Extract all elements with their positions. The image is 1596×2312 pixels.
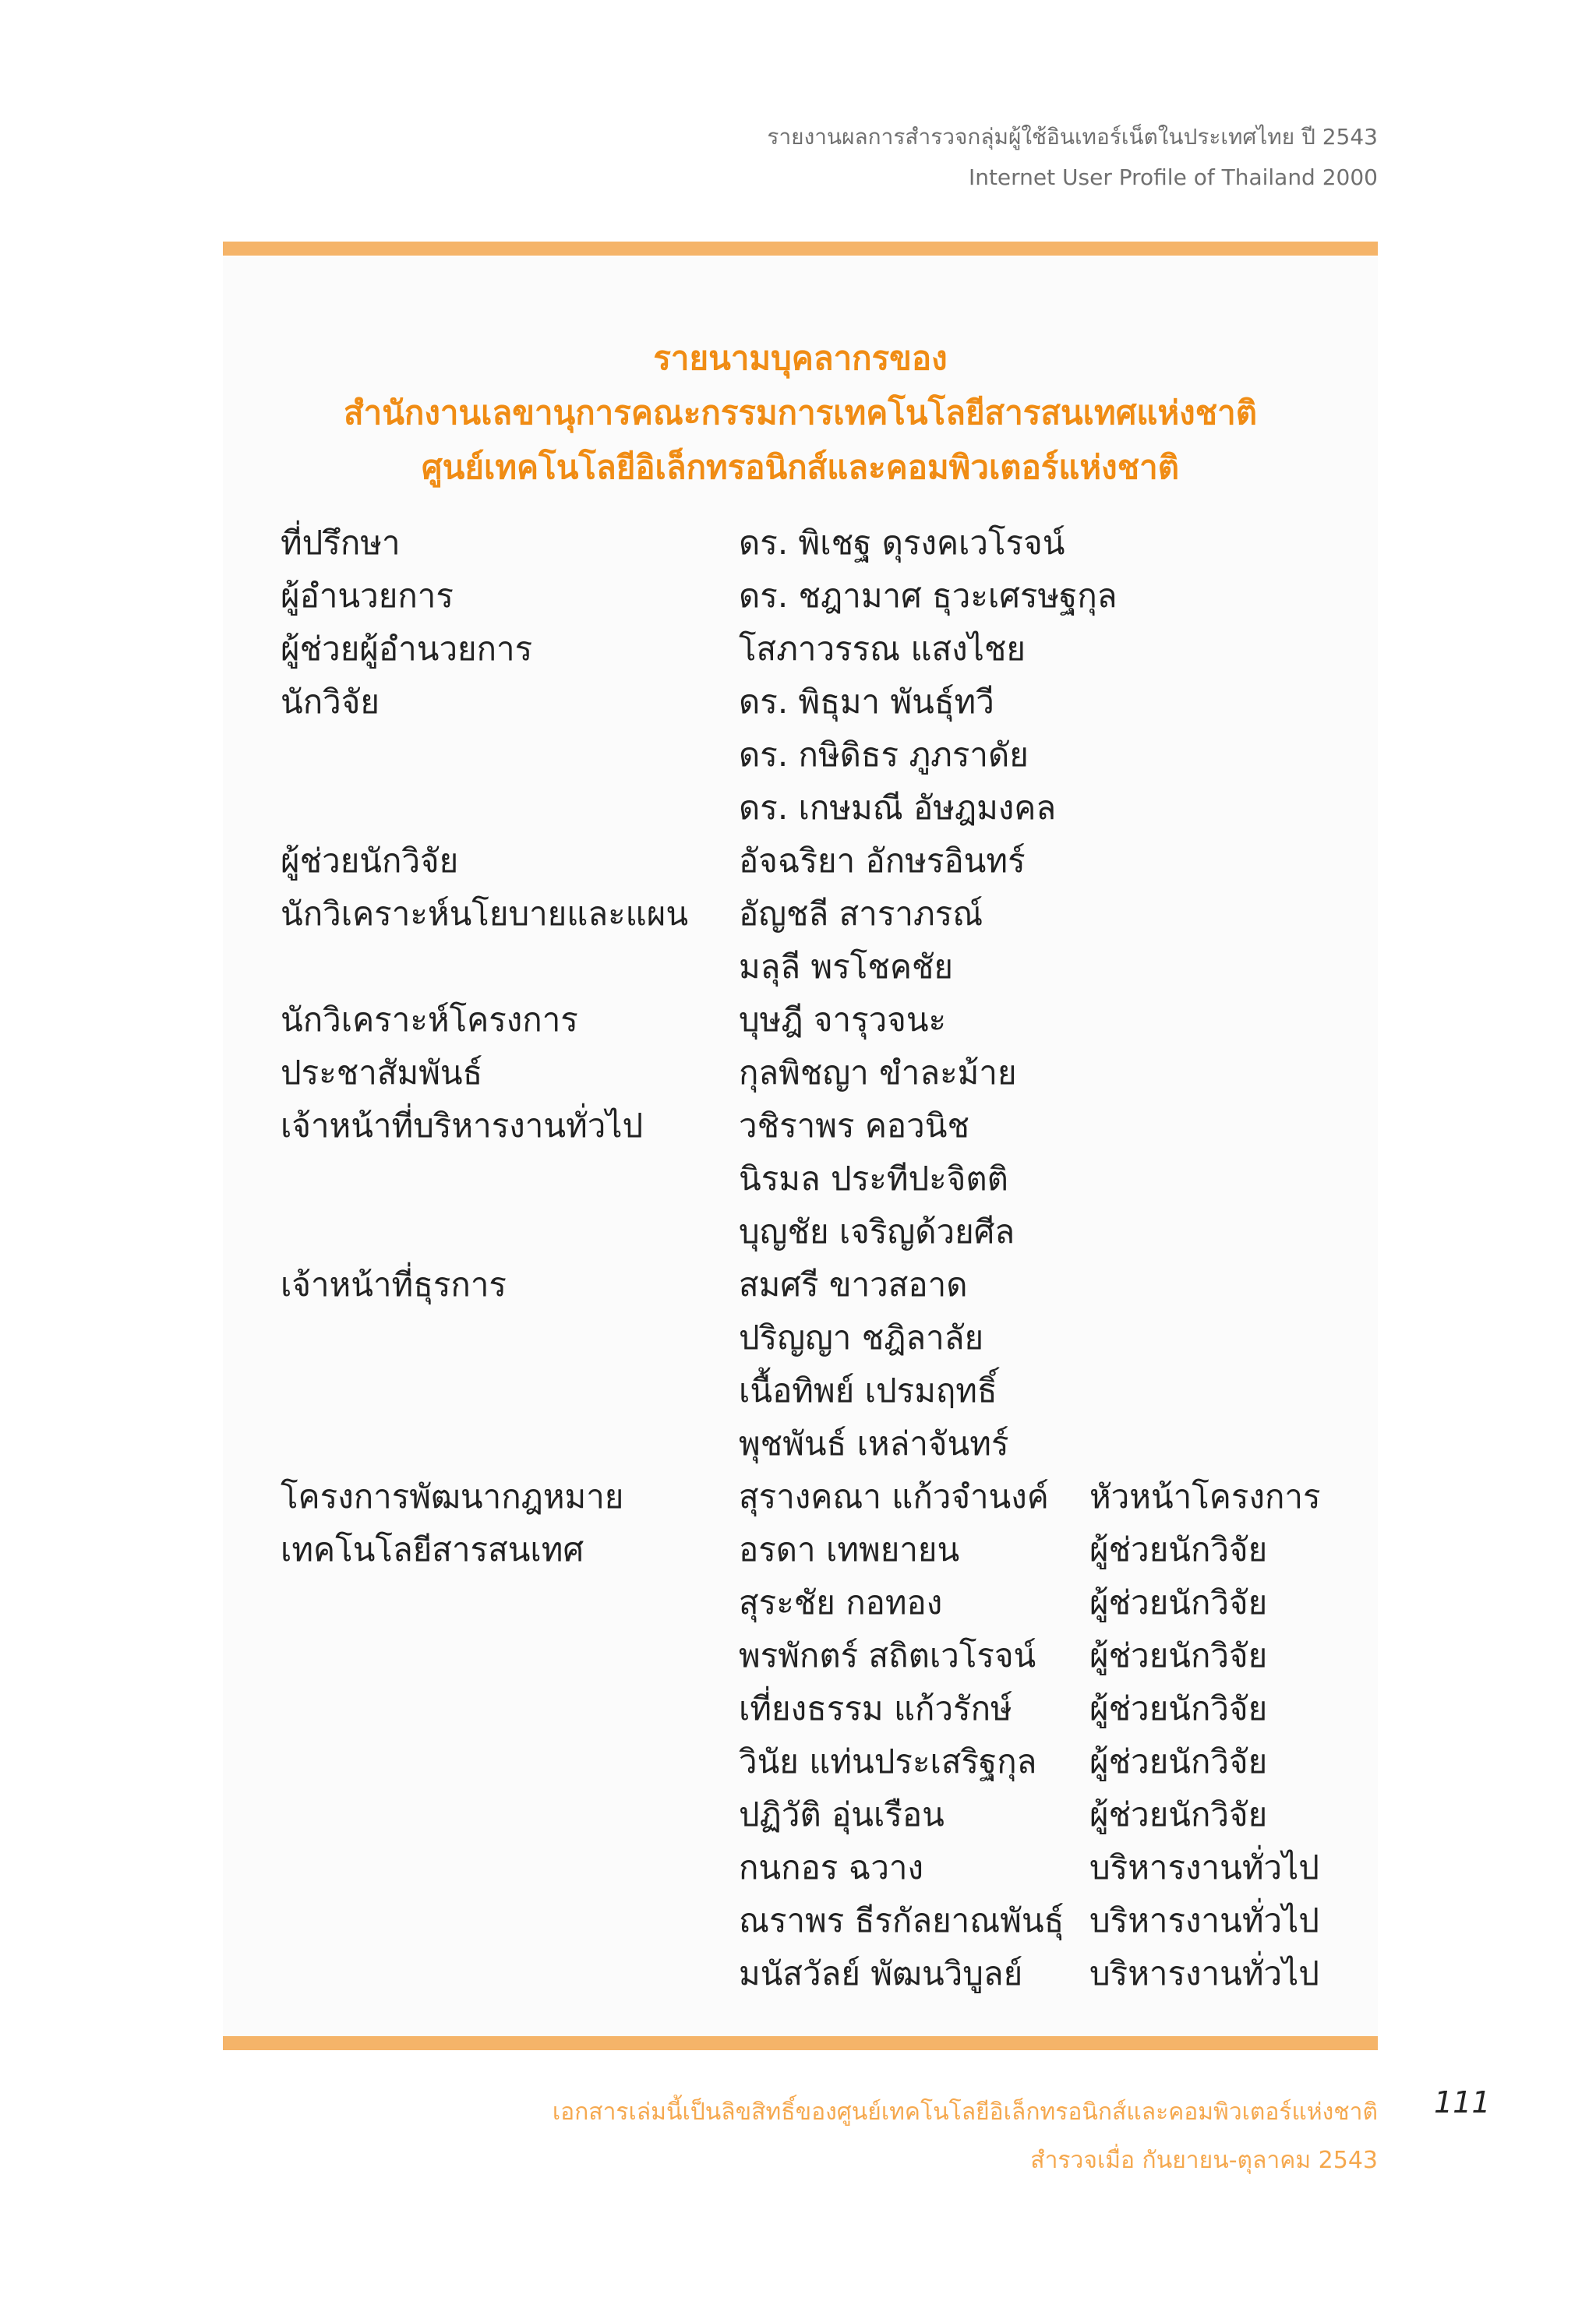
roster-role: ผู้ช่วยนักวิจัย xyxy=(1089,1636,1268,1675)
roster-role xyxy=(1089,994,1323,1047)
roster-name: อรดา เทพยายน xyxy=(739,1530,960,1569)
roster-position xyxy=(281,1417,739,1470)
roster-name: สมศรี ขาวสอาด xyxy=(739,1265,968,1304)
roster-position xyxy=(281,782,739,835)
roster-name: กนกอร ฉวาง xyxy=(739,1848,923,1887)
staff-roster xyxy=(281,517,1356,2000)
title-line-2: สำนักงานเลขานุการคณะกรรมการเทคโนโลยีสารสนเทศแห่งชาติ xyxy=(343,394,1258,432)
roster-position xyxy=(281,1576,739,1629)
roster-role xyxy=(1089,517,1323,570)
roster-role: ผู้ช่วยนักวิจัย xyxy=(1089,1742,1268,1781)
roster-name: นิรมล ประทีปะจิตติ xyxy=(739,1160,1008,1198)
roster-position: เทคโนโลยีสารสนเทศ xyxy=(281,1530,584,1569)
roster-position: เจ้าหน้าที่ธุรการ xyxy=(281,1265,507,1304)
roster-row xyxy=(281,1629,1356,1682)
roster-row xyxy=(281,1100,1356,1152)
roster-role xyxy=(1089,623,1323,676)
roster-row xyxy=(281,888,1356,941)
roster-role xyxy=(1089,782,1323,835)
roster-row xyxy=(281,1152,1356,1205)
roster-name: สุรางคณา แก้วจำนงค์ xyxy=(739,1477,1049,1516)
roster-name: อัจฉริยา อักษรอินทร์ xyxy=(739,842,1026,880)
roster-position: ผู้ช่วยผู้อำนวยการ xyxy=(281,630,533,668)
roster-position: นักวิจัย xyxy=(281,683,380,721)
roster-role xyxy=(1089,1047,1323,1100)
roster-row xyxy=(281,1205,1356,1258)
roster-position xyxy=(281,1364,739,1417)
roster-role xyxy=(1089,1152,1323,1205)
roster-role xyxy=(1089,835,1323,888)
roster-name: ดร. กษิดิธร ภูภราดัย xyxy=(739,736,1029,774)
roster-role: บริหารงานทั่วไป xyxy=(1089,1901,1319,1940)
roster-name: พรพักตร์ สถิตเวโรจน์ xyxy=(739,1636,1036,1675)
roster-row xyxy=(281,1788,1356,1841)
roster-position xyxy=(281,1735,739,1788)
roster-role xyxy=(1089,1417,1323,1470)
roster-position: นักวิเคราะห์นโยบายและแผน xyxy=(281,895,689,933)
roster-position xyxy=(281,941,739,994)
roster-row xyxy=(281,994,1356,1047)
page-title xyxy=(223,331,1378,495)
top-divider-bar xyxy=(223,242,1378,256)
roster-name: เที่ยงธรรม แก้วรักษ์ xyxy=(739,1689,1012,1728)
header-title-english: Internet User Profile of Thailand 2000 xyxy=(968,164,1378,190)
roster-row xyxy=(281,1576,1356,1629)
roster-position xyxy=(281,1629,739,1682)
roster-role: ผู้ช่วยนักวิจัย xyxy=(1089,1795,1268,1834)
roster-role xyxy=(1089,888,1323,941)
roster-name: ปฏิวัติ อุ่นเรือน xyxy=(739,1795,945,1834)
roster-name: เนื้อทิพย์ เปรมฤทธิ์ xyxy=(739,1371,998,1410)
roster-row xyxy=(281,1947,1356,2000)
roster-role xyxy=(1089,1311,1323,1364)
roster-name: พุชพันธ์ เหล่าจันทร์ xyxy=(739,1424,1009,1463)
roster-position xyxy=(281,1682,739,1735)
roster-row xyxy=(281,1735,1356,1788)
title-line-3: ศูนย์เทคโนโลยีอิเล็กทรอนิกส์และคอมพิวเตอร์แห่งชาติ xyxy=(422,448,1179,486)
roster-role xyxy=(1089,570,1323,623)
roster-role: หัวหน้าโครงการ xyxy=(1089,1477,1321,1516)
roster-name: ณราพร ธีรกัลยาณพันธุ์ xyxy=(739,1901,1065,1940)
bottom-divider-bar xyxy=(223,2036,1378,2050)
roster-name: วชิราพร คอวนิช xyxy=(739,1107,969,1145)
roster-row xyxy=(281,729,1356,782)
roster-row xyxy=(281,570,1356,623)
roster-name: บุญชัย เจริญด้วยศีล xyxy=(739,1212,1015,1251)
roster-position: ผู้อำนวยการ xyxy=(281,577,454,615)
page-footer xyxy=(553,2088,1378,2185)
roster-row xyxy=(281,623,1356,676)
roster-name: ปริญญา ชฎิลาลัย xyxy=(739,1318,984,1357)
roster-position: ประชาสัมพันธ์ xyxy=(281,1054,483,1092)
roster-name: บุษฎี จารุวจนะ xyxy=(739,1001,947,1039)
roster-name: ดร. พิธุมา พันธุ์ทวี xyxy=(739,683,994,721)
roster-name: กุลพิชญา ขำละม้าย xyxy=(739,1054,1017,1092)
roster-row xyxy=(281,941,1356,994)
roster-role: บริหารงานทั่วไป xyxy=(1089,1954,1319,1993)
header-title-thai: รายงานผลการสำรวจกลุ่มผู้ใช้อินเทอร์เน็ตในประเทศไทย ปี 2543 xyxy=(767,124,1378,150)
roster-row xyxy=(281,1047,1356,1100)
roster-position: โครงการพัฒนากฎหมาย xyxy=(281,1477,624,1516)
roster-role xyxy=(1089,676,1323,729)
roster-row xyxy=(281,1841,1356,1894)
roster-row xyxy=(281,1258,1356,1311)
roster-role xyxy=(1089,1100,1323,1152)
roster-name: มลุลี พรโชคชัย xyxy=(739,948,954,986)
roster-position xyxy=(281,1152,739,1205)
roster-name: ดร. เกษมณี อัษฎมงคล xyxy=(739,789,1057,827)
copyright-notice: เอกสารเล่มนี้เป็นลิขสิทธิ์ของศูนย์เทคโนโลยีอิเล็กทรอนิกส์และคอมพิวเตอร์แห่งชาติ xyxy=(552,2098,1378,2126)
roster-name: โสภาวรรณ แสงไชย xyxy=(739,630,1026,668)
survey-date: สำรวจเมื่อ กันยายน-ตุลาคม 2543 xyxy=(1030,2147,1378,2174)
roster-position xyxy=(281,1205,739,1258)
roster-position: ที่ปรึกษา xyxy=(281,524,401,562)
roster-position xyxy=(281,1947,739,2000)
page-number: 111 xyxy=(1434,2085,1491,2120)
roster-role xyxy=(1089,1205,1323,1258)
roster-position: นักวิเคราะห์โครงการ xyxy=(281,1001,578,1039)
roster-position: ผู้ช่วยนักวิจัย xyxy=(281,842,459,880)
roster-row xyxy=(281,517,1356,570)
roster-position xyxy=(281,1311,739,1364)
roster-name: สุระชัย กอทอง xyxy=(739,1583,943,1622)
roster-row xyxy=(281,1523,1356,1576)
roster-row xyxy=(281,1682,1356,1735)
roster-role xyxy=(1089,729,1323,782)
roster-role: ผู้ช่วยนักวิจัย xyxy=(1089,1689,1268,1728)
roster-row xyxy=(281,1311,1356,1364)
roster-name: ดร. พิเชฐ ดุรงคเวโรจน์ xyxy=(739,524,1065,562)
roster-name: อัญชลี สาราภรณ์ xyxy=(739,895,983,933)
roster-role: ผู้ช่วยนักวิจัย xyxy=(1089,1530,1268,1569)
roster-role: บริหารงานทั่วไป xyxy=(1089,1848,1319,1887)
roster-row xyxy=(281,1364,1356,1417)
roster-row xyxy=(281,1894,1356,1947)
roster-row xyxy=(281,1470,1356,1523)
roster-position xyxy=(281,729,739,782)
roster-role xyxy=(1089,941,1323,994)
roster-role xyxy=(1089,1364,1323,1417)
roster-position: เจ้าหน้าที่บริหารงานทั่วไป xyxy=(281,1107,644,1145)
roster-position xyxy=(281,1894,739,1947)
roster-role xyxy=(1089,1258,1323,1311)
roster-name: ดร. ชฎามาศ ธุวะเศรษฐกุล xyxy=(739,577,1118,615)
roster-row xyxy=(281,676,1356,729)
roster-row xyxy=(281,782,1356,835)
roster-row xyxy=(281,1417,1356,1470)
roster-position xyxy=(281,1841,739,1894)
title-line-1: รายนามบุคลากรของ xyxy=(653,339,948,377)
roster-name: มนัสวัลย์ พัฒนวิบูลย์ xyxy=(739,1954,1023,1993)
roster-row xyxy=(281,835,1356,888)
roster-role: ผู้ช่วยนักวิจัย xyxy=(1089,1583,1268,1622)
roster-name: วินัย แท่นประเสริฐกุล xyxy=(739,1742,1037,1781)
roster-position xyxy=(281,1788,739,1841)
running-header xyxy=(767,117,1378,198)
